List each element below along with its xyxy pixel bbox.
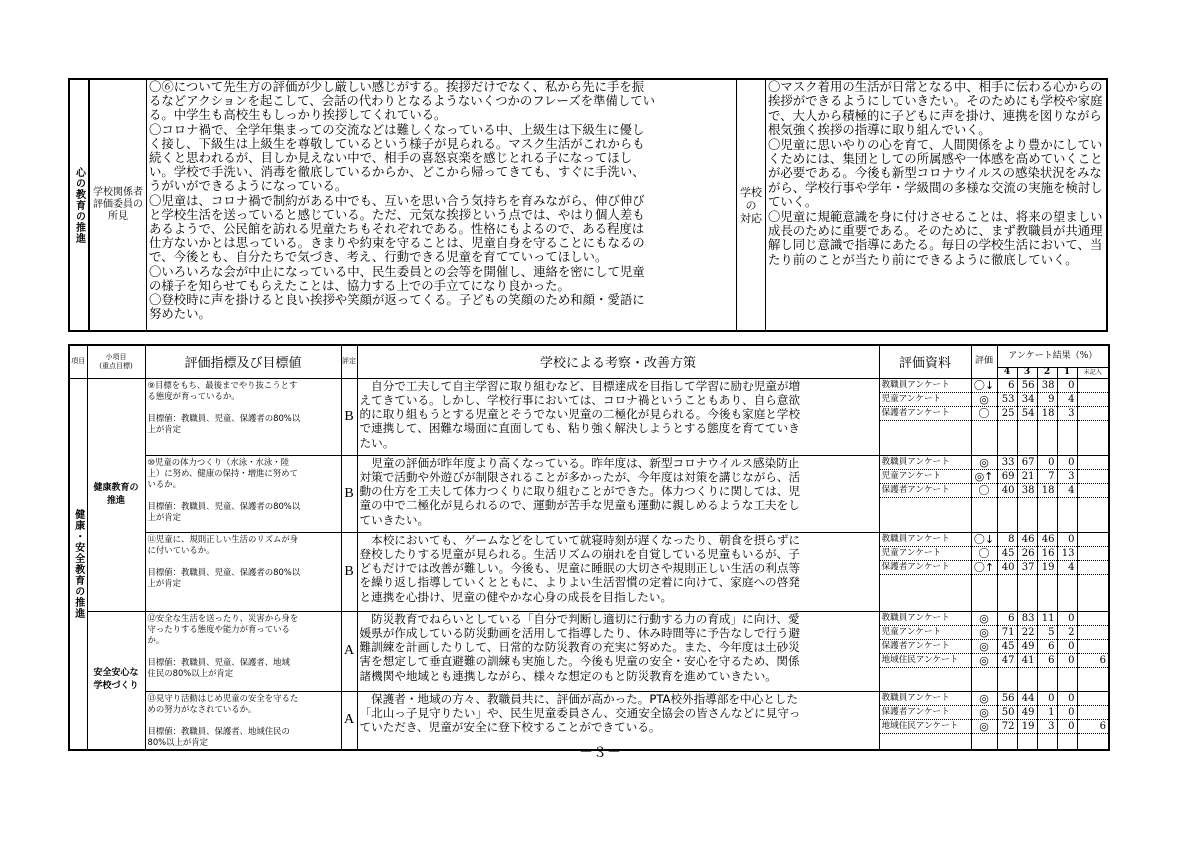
source-cell [879,455,971,532]
pct-3: 38 [1018,484,1037,498]
eval-mark: 〇↓ [972,533,997,547]
pct-3: 44 [1018,692,1037,706]
pct-blank [1078,379,1109,393]
header-col-3: 3 [1017,367,1037,378]
pct-1: 0 [1058,533,1077,547]
pct-2: 18 [1038,484,1057,498]
pct-3: 41 [1018,654,1037,668]
main-category: 健康・安全教育の推進 [69,378,87,750]
eval-mark: ◎ [972,626,997,640]
eval-mark: ◎ [972,640,997,654]
pct-4: 45 [998,547,1017,561]
pct-2: 5 [1038,626,1057,640]
indicator: ⑩児童の体力つくり（水泳・水泳・陸 上）に努め、健康の保持・増進に努めて いるか。 目標値：教職員、児童、保護者の80%以 上が肯定 [145,455,341,532]
pct-blank [1078,626,1109,640]
source: 教職員アンケート [880,692,971,706]
table-row [69,532,1109,611]
pct-3: 49 [1018,640,1037,654]
pct-4: 8 [998,533,1017,547]
committee-opinion-table [68,78,1108,332]
school-response-label: 学校 の 対応 [737,79,766,331]
indicator: ⑫安全な生活を送ったり、災害から身を 守ったりする態度や能力が育っている か。 目標値：教職員、児童、保護者、地域 住民の80%以上が肯定 [145,611,341,691]
header-col-4: 4 [997,367,1017,378]
pct-2: 6 [1038,654,1057,668]
pct-3: 54 [1018,407,1037,421]
pct-2: 1 [1038,706,1057,720]
pct-1: 13 [1058,547,1077,561]
source: 保護者アンケート [880,640,971,654]
pct-blank [1078,612,1109,626]
grade: A [341,611,357,691]
eval-mark: ◎ [972,654,997,668]
table-row [69,691,1109,750]
pct-2: 18 [1038,407,1057,421]
pct-1: 0 [1058,706,1077,720]
header-item: 項目 [69,345,87,378]
source: 教職員アンケート [880,612,971,626]
pct-blank [1078,533,1109,547]
source-cell [879,378,971,455]
source: 保護者アンケート [880,407,971,421]
proposal: 自分で工夫して自主学習に取り組むなど、目標達成を目指して学習に励む児童が増 えてきている。しかし、学校行事においては、コロナ禍ということもあり、自ら意欲 的に取り組もうとする児童とそうでない児童の二極化が見られる。今後も家庭と学校 で連携して、困難な場面に直面しても、粘り強く解決しようとする態度を育てていき たい。 [357,378,879,455]
pct-1: 0 [1058,379,1077,393]
pct-4: 6 [998,612,1017,626]
school-response: 〇マスク着用の生活が日常となる中、相手に伝わる心からの 挨拶ができるようにしていきたい。そのためにも学校や家庭 で、大人から積極的に子どもに声を掛け、連携を図りながら 根気強く挨拶の指導に取り組んでいく。 〇児童に思いやりの心を育て、人間関係をより豊かにしてい くためには、集団としての所属感や一体感を高めていくこと が必要である。今後も新型コロナウイルスの感染状況をみな がら、学校行事や学年・学級間の多様な交流の実施を検討し ていく。 〇児童に規範意識を身に付けさせることは、将来の望ましい 成長のために重要である。そのために、まず教職員が共通理 解し同じ意識で指導にあたる。毎日の学校生活において、当 たり前のことが当たり前にできるように徹底していく。 [766,79,1108,331]
header-source: 評価資料 [879,345,971,378]
indicator: ⑪児童に、規則正しい生活のリズムが身 に付いているか。 目標値：教職員、児童、保護者の80%以 上が肯定 [145,532,341,611]
pct-2: 19 [1038,561,1057,575]
pct-4: 69 [998,470,1017,484]
source: 地域住民アンケート [880,654,971,668]
header-col-blank: 未記入 [1077,367,1109,378]
source: 児童アンケート [880,470,971,484]
proposal: 児童の評価が昨年度より高くなっている。昨年度は、新型コロナウイルス感染防止 対策で活動や外遊びが制限されることが多かったが、今年度は対策を講じながら、活 動の仕方を工夫して体力つくりに取り組むことができた。体力つくりに関しては、児 童の中で二極化が見られるので、運動が苦手な児童も運動に親しめるような工夫をし ていきたい。 [357,455,879,532]
pct-1: 3 [1058,470,1077,484]
header-col-1: 1 [1057,367,1077,378]
pct-1: 2 [1058,626,1077,640]
page-number: －３－ [579,745,621,761]
pct-blank [1078,470,1109,484]
eval-mark: 〇 [972,407,997,421]
pct-blank: 6 [1078,654,1109,668]
source: 教職員アンケート [880,533,971,547]
table-row [69,611,1109,691]
pct-3: 37 [1018,561,1037,575]
table-row [69,455,1109,532]
pct-4: 50 [998,706,1017,720]
pct-4: 56 [998,692,1017,706]
group-name: 安全安心な 学校づくり [87,611,145,750]
source: 地域住民アンケート [880,720,971,734]
eval-mark: ◎ [972,692,997,706]
eval-mark: ◎ [972,612,997,626]
pct-1: 0 [1058,640,1077,654]
pct-4: 25 [998,407,1017,421]
source: 児童アンケート [880,626,971,640]
pct-1: 4 [1058,561,1077,575]
pct-1: 0 [1058,692,1077,706]
eval-mark: 〇 [972,484,997,498]
eval-mark: 〇 [972,547,997,561]
pct-3: 49 [1018,706,1037,720]
group-name: 健康教育の 推進 [87,378,145,611]
source: 児童アンケート [880,393,971,407]
committee-label: 学校関係者 評価委員の 所見 [89,79,147,331]
pct-2: 3 [1038,720,1057,734]
pct-blank [1078,393,1109,407]
proposal: 防災教育でねらいとしている「自分で判断し適切に行動する力の育成」に向け、愛 媛県が作成している防災動画を活用して指導したり、休み時間等に予告なしで行う避 難訓練を計画したりして、日常的な防災教育の充実に努めた。また、今年度は土砂災 害を想定して垂直避難の訓練も実施した。今後も児童の安全・安心を守るため、関係 諸機関や地域とも連携しながら、様々な想定のもと防災教育を進めていきたい。 [357,611,879,691]
pct-1: 4 [1058,484,1077,498]
grade: A [341,691,357,750]
pct-3: 56 [1018,379,1037,393]
pct-blank: 6 [1078,720,1109,734]
indicator: ⑬見守り活動はじめ児童の安全を守るた めの努力がなされているか。 目標値：教職員、保護者、地域住民の 80%以上が肯定 [145,691,341,750]
header-survey: アンケート結果（%） [997,345,1109,367]
source: 保護者アンケート [880,561,971,575]
source: 保護者アンケート [880,706,971,720]
header-col-2: 2 [1037,367,1057,378]
header-eval: 評価 [971,345,997,378]
header-subitem: 小項目 (重点目標) [87,345,145,378]
committee-opinion: 〇⑥について先生方の評価が少し厳しい感じがする。挨拶だけでなく、私から先に手を振 るなどアクションを起こして、会話の代わりとなるようないくつかのフレーズを準備してい る。中学生も高校生もしっかり挨拶してくれている。 〇コロナ禍で、全学年集まっての交流などは難しくなっている中、上級生は下級生に優し く接し、下級生は上級生を尊敬しているという様子が見られる。マスク生活がこれからも 続くと思われるが、目しか見えない中で、相手の喜怒哀楽を感じとれる子になってほし い。学校で手洗い、消毒を徹底しているからか、どこから帰ってきても、すぐに手洗い、 うがいができるようになっている。 〇児童は、コロナ禍で制約がある中でも、互いを思い合う気持ちを育みながら、伸び伸び と学校生活を送っていると感じている。ただ、元気な挨拶という点では、やはり個人差も あるようで、公民館を訪れる児童たちもそれぞれである。性格にもよるので、ある程度は 仕方ないかとは思っている。きまりや約束を守ることは、児童自身を守ることにもなるの で、今後とも、自分たちで気づき、考え、行動できる児童を育てていってほしい。 〇いろいろな会が中止になっている中、民生委員との会等を開催し、連絡を密にして児童 の様子を知らせてもらえたことは、協力する上での手立てになり良かった。 〇登校時に声を掛けると良い挨拶や笑顔が返ってくる。子どもの笑顔のため和顔・愛語に 努めたい。 [147,79,737,331]
header-grade: 評定 [341,345,357,378]
source: 教職員アンケート [880,456,971,470]
pct-4: 45 [998,640,1017,654]
source-cell [879,532,971,611]
header-indicator: 評価指標及び目標値 [145,345,341,378]
pct-3: 34 [1018,393,1037,407]
pct-1: 4 [1058,393,1077,407]
pct-4: 71 [998,626,1017,640]
pct-1: 0 [1058,720,1077,734]
pct-1: 0 [1058,456,1077,470]
pct-4: 40 [998,561,1017,575]
header-proposal: 学校による考察・改善方策 [357,345,879,378]
pct-blank [1078,407,1109,421]
grade: B [341,378,357,455]
top-category: 心の教育の推進 [69,79,89,331]
pct-blank [1078,484,1109,498]
pct-2: 38 [1038,379,1057,393]
pct-3: 46 [1018,533,1037,547]
pct-3: 67 [1018,456,1037,470]
pct-3: 19 [1018,720,1037,734]
pct-blank [1078,692,1109,706]
source: 保護者アンケート [880,484,971,498]
pct-1: 3 [1058,407,1077,421]
eval-mark: ◎↑ [972,470,997,484]
pct-4: 6 [998,379,1017,393]
source-cell [879,691,971,750]
pct-2: 11 [1038,612,1057,626]
grade: B [341,532,357,611]
pct-2: 9 [1038,393,1057,407]
pct-4: 47 [998,654,1017,668]
source: 児童アンケート [880,547,971,561]
pct-3: 22 [1018,626,1037,640]
eval-mark: ◎ [972,456,997,470]
pct-blank [1078,561,1109,575]
pct-3: 26 [1018,547,1037,561]
pct-2: 6 [1038,640,1057,654]
pct-2: 7 [1038,470,1057,484]
grade: B [341,455,357,532]
proposal: 本校においても、ゲームなどをしていて就寝時刻が遅くなったり、朝食を摂らずに 登校したりする児童が見られる。生活リズムの崩れを自覚している児童もいるが、子 どもだけでは改善が難しい。今後も、児童に睡眠の大切さや規則正しい生活の利点等 を繰り返し指導していくとともに、よりよい生活習慣の定着に向けて、家庭への啓発 と連携を心掛け、児童の健やかな心身の成長を目指したい。 [357,532,879,611]
proposal: 保護者・地域の方々、教職員共に、評価が高かった。PTA校外指導部を中心とした 「北山っ子見守りたい」や、民生児童委員さん、交通安全協会の皆さんなどに見守っ ていただき、児童が安全に登下校することができている。 [357,691,879,750]
pct-2: 46 [1038,533,1057,547]
pct-3: 83 [1018,612,1037,626]
pct-blank [1078,706,1109,720]
pct-blank [1078,640,1109,654]
pct-1: 0 [1058,612,1077,626]
pct-4: 53 [998,393,1017,407]
pct-4: 40 [998,484,1017,498]
indicator: ⑨目標をもち、最後までやり抜こうとす る態度が育っているか。 目標値：教職員、児童、保護者の80%以 上が肯定 [145,378,341,455]
pct-1: 0 [1058,654,1077,668]
eval-mark: ◎ [972,720,997,734]
pct-2: 0 [1038,456,1057,470]
pct-2: 16 [1038,547,1057,561]
pct-4: 72 [998,720,1017,734]
eval-mark: ◎ [972,706,997,720]
pct-4: 33 [998,456,1017,470]
pct-2: 0 [1038,692,1057,706]
pct-3: 21 [1018,470,1037,484]
eval-mark: ◎ [972,393,997,407]
table-row [69,378,1109,455]
source-cell [879,611,971,691]
eval-mark: 〇↑ [972,561,997,575]
pct-blank [1078,547,1109,561]
source: 教職員アンケート [880,379,971,393]
table-header [69,345,1109,367]
eval-mark: 〇↓ [972,379,997,393]
pct-blank [1078,456,1109,470]
evaluation-table [68,344,1110,751]
